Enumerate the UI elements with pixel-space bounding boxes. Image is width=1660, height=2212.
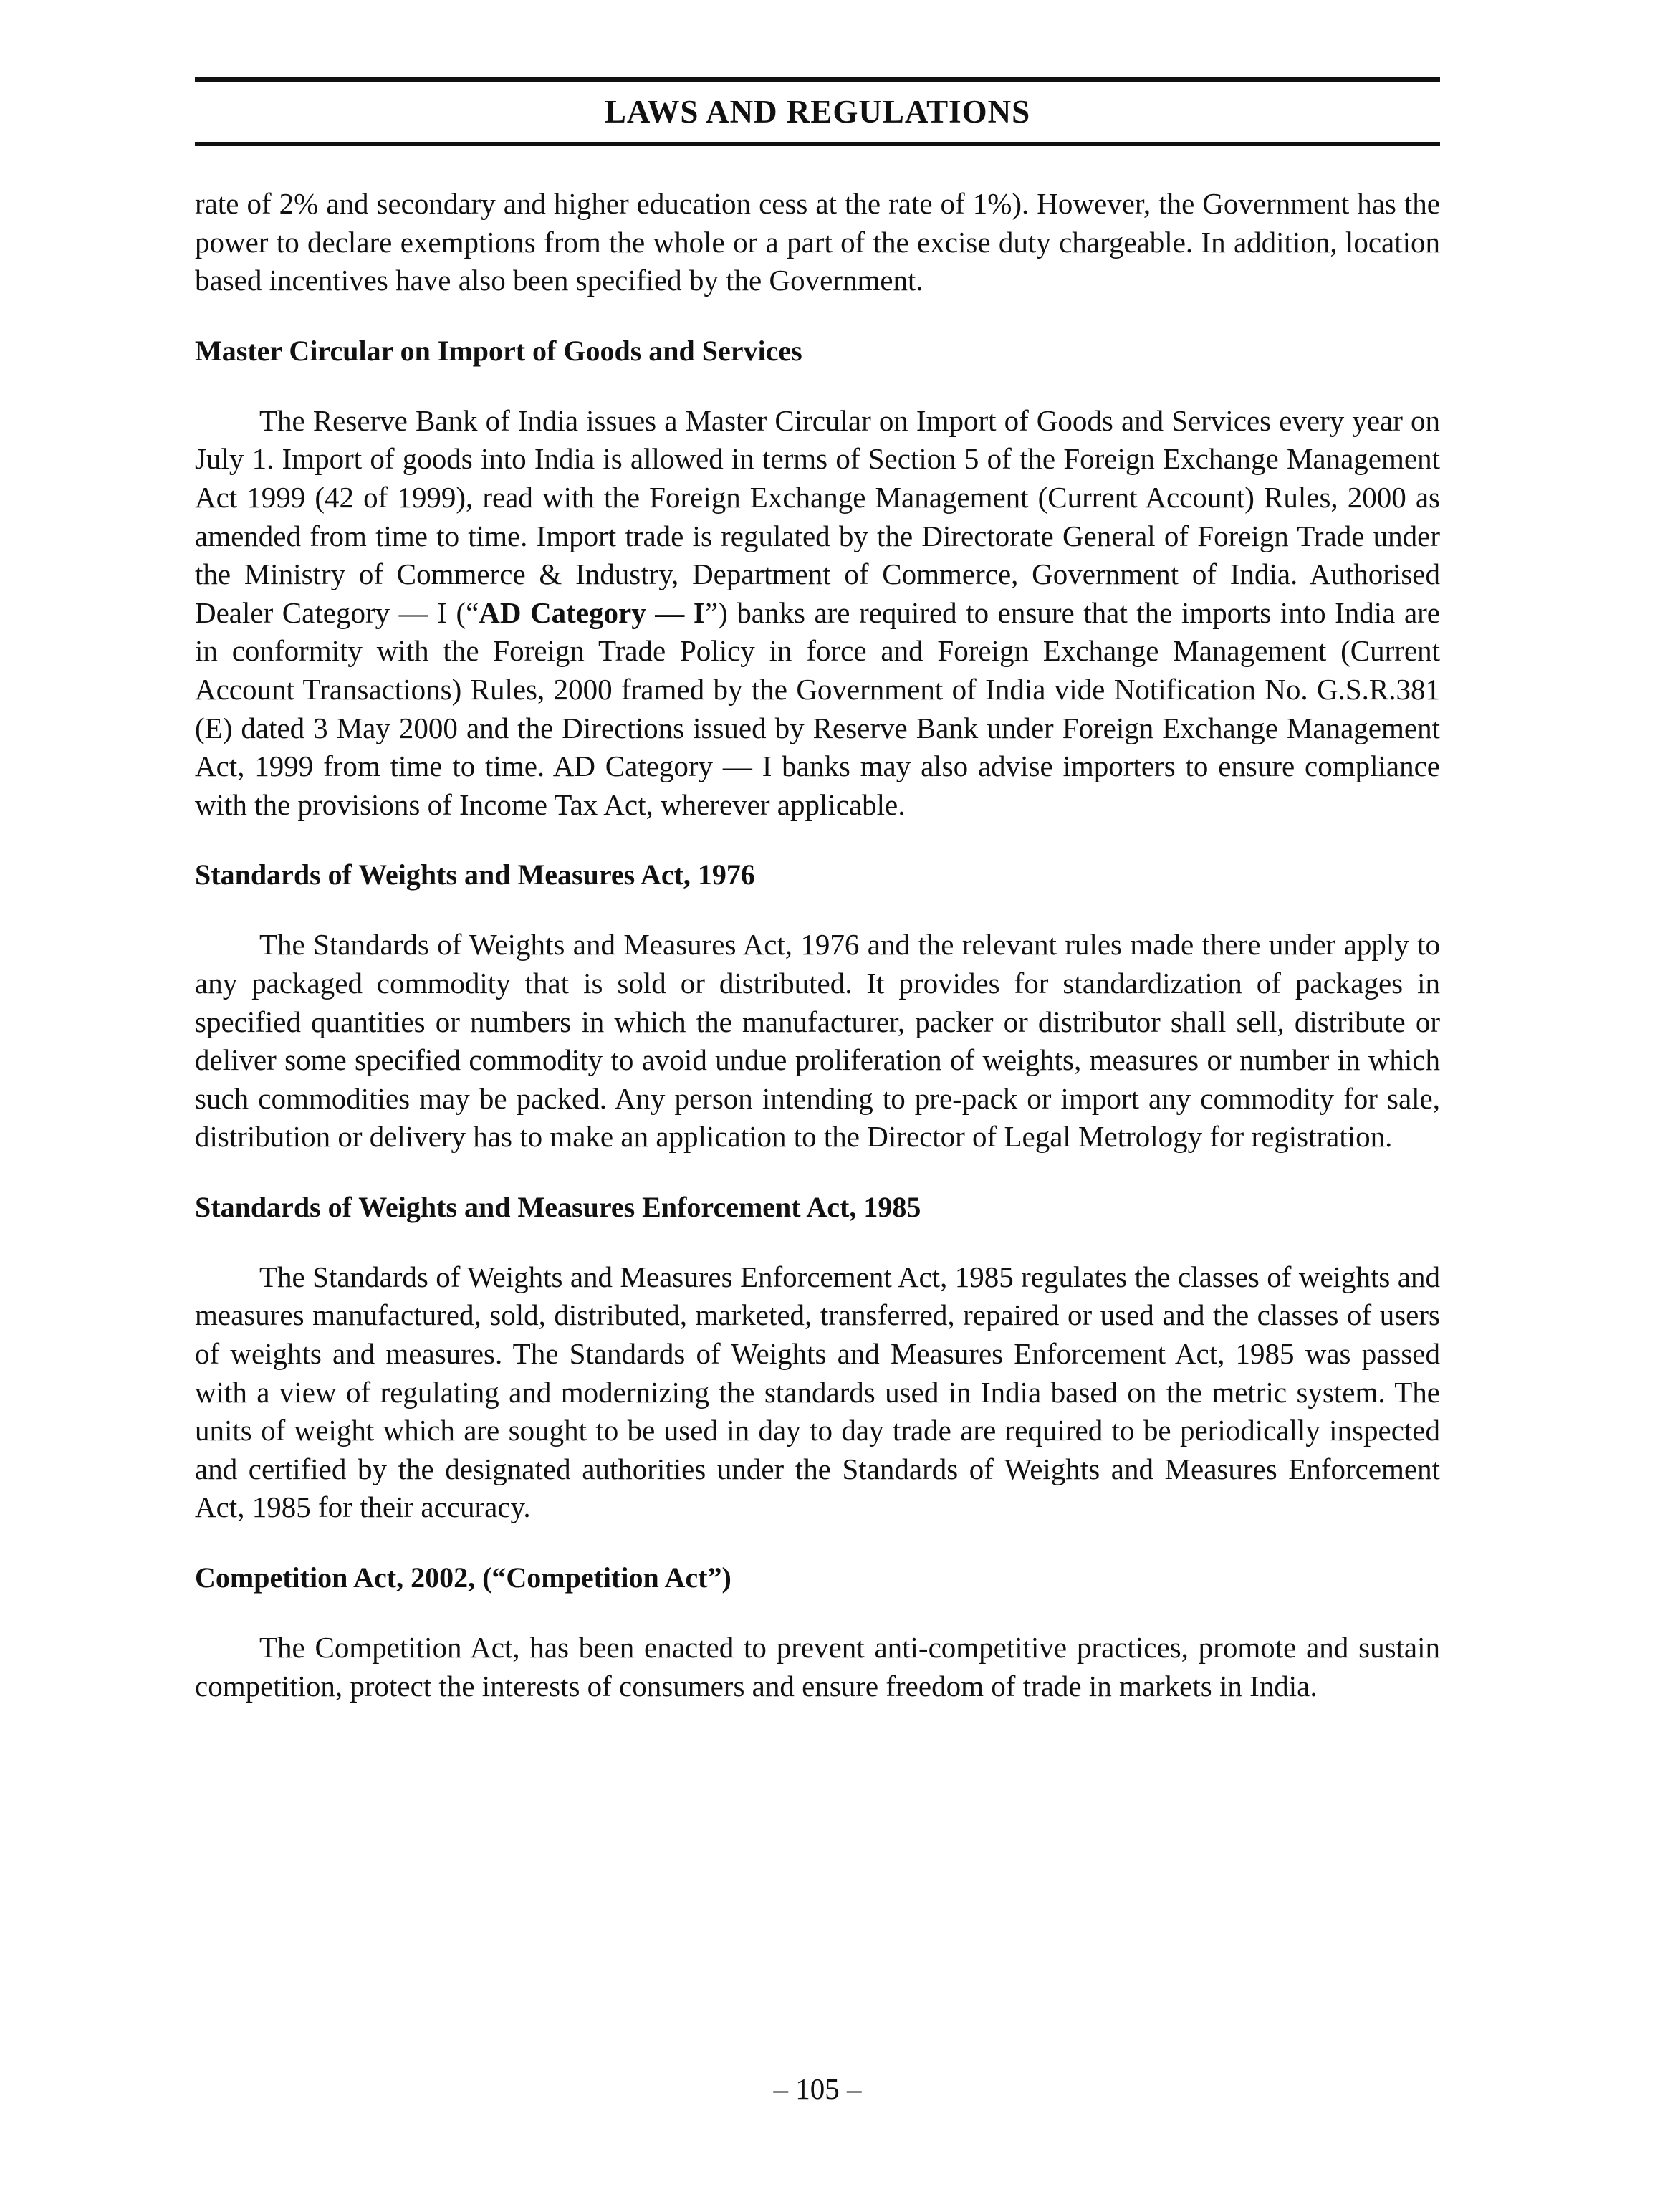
weights-measures-1985-paragraph: The Standards of Weights and Measures Enforcement Act, 1985 regulates the classes of weights and measures manufactured, sold, distributed, marketed, transferred, repaired or used and the classes of users of weights and measures. The Standards of Weights and Measures Enforcement Act, 1985 was passed with a view of regulating and modernizing the standards used in India based on the metric system. The units of weight which are sought to be used in day to day trade are required to be periodically inspected and certified by the designated authorities under the Standards of Weights and Measures Enforcement Act, 1985 for their accuracy.	[195, 1260, 1440, 1524]
master-circular-text-after: ”) banks are required to ensure that the imports into India are in conformity with the Foreign Trade Policy in force and Foreign Exchange Management (Current Account Transactions) Rules, 2000 framed by the Government of India vide Notification No. G.S.R.381 (E) dated 3 May 2000 and the Directions issued by Reserve Bank under Foreign Exchange Management Act, 1999 from time to time. AD Category — I banks may also advise importers to ensure compliance with the provisions of Income Tax Act, wherever applicable.	[195, 595, 1440, 821]
section-heading-competition-act: Competition Act, 2002, (“Competition Act”)	[195, 1561, 731, 1594]
intro-paragraph: rate of 2% and secondary and higher education cess at the rate of 1%). However, the Government has the power to declare exemptions from the whole or a part of the excise duty chargeable. In addition, location based incentives have also been specified by the Government.	[195, 187, 1440, 297]
page-title: LAWS AND REGULATIONS	[604, 94, 1031, 130]
weights-measures-1976-paragraph: The Standards of Weights and Measures Act, 1976 and the relevant rules made there under apply to any packaged commodity that is sold or distributed. It provides for standardization of packages in specified quantities or numbers in which the manufacturer, packer or distributor shall sell, distribute or deliver some specified commodity to avoid undue proliferation of weights, measures or number in which such commodities may be packed. Any person intending to pre-pack or import any commodity for sale, distribution or delivery has to make an application to the Director of Legal Metrology for registration.	[195, 928, 1440, 1154]
master-circular-text-before: The Reserve Bank of India issues a Master Circular on Import of Goods and Services every year on July 1. Import of goods into India is allowed in terms of Section 5 of the Foreign Exchange Management Act 1999 (42 of 1999), read with the Foreign Exchange Management (Current Account) Rules, 2000 as amended from time to time. Import trade is regulated by the Directorate General of Foreign Trade under the Ministry of Commerce & Industry, Department of Commerce, Government of India. Authorised Dealer Category — I (“	[195, 403, 1440, 629]
ad-category-term: AD Category — I	[479, 595, 705, 629]
page-number: – 105 –	[773, 2072, 862, 2105]
section-heading-weights-measures-1976: Standards of Weights and Measures Act, 1976	[195, 858, 755, 891]
competition-act-paragraph: The Competition Act, has been enacted to prevent anti-competitive practices, promote and sustain competition, protect the interests of consumers and ensure freedom of trade in markets in India.	[195, 1631, 1440, 1703]
header-rule-bottom	[195, 142, 1440, 146]
section-heading-weights-measures-1985: Standards of Weights and Measures Enforcement Act, 1985	[195, 1190, 921, 1223]
master-circular-paragraph	[195, 402, 1440, 825]
section-heading-master-circular: Master Circular on Import of Goods and Services	[195, 334, 802, 367]
page-content	[195, 185, 1440, 1705]
page-header	[195, 77, 1440, 146]
